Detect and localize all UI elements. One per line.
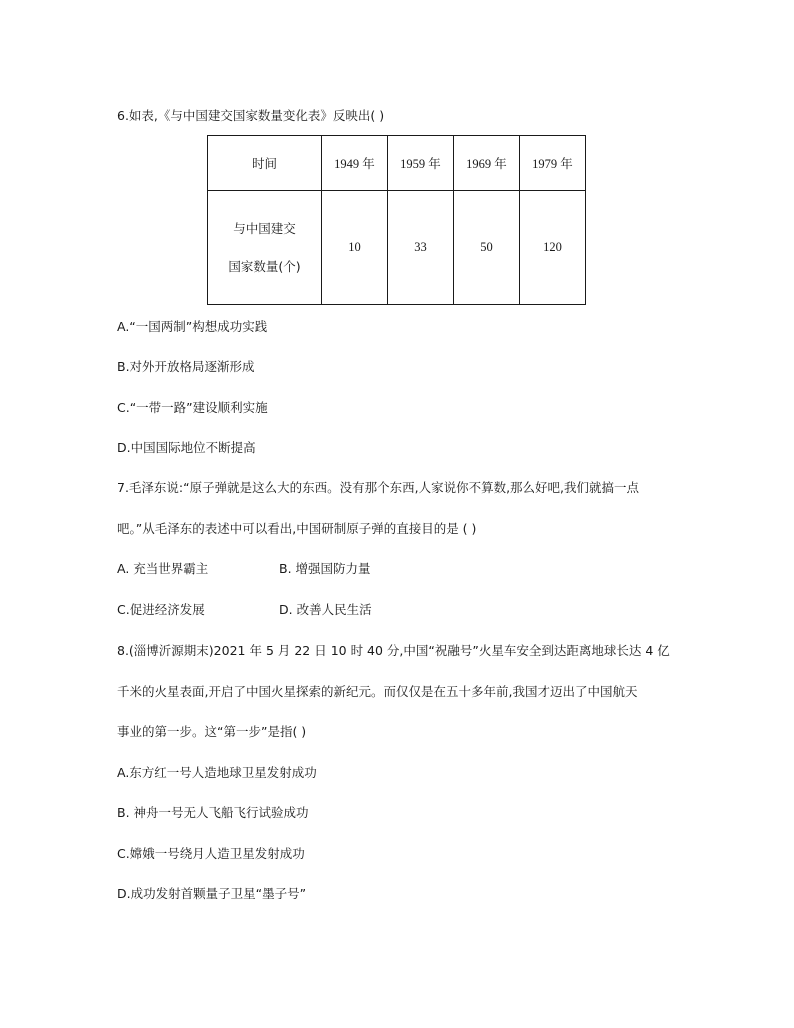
q6-option-d: D.中国国际地位不断提高 <box>117 440 256 455</box>
table-value-1979: 120 <box>520 191 586 305</box>
table-row-label <box>208 191 322 305</box>
table-row-label-line1: 与中国建交 <box>233 220 296 236</box>
q7-option-c: C.促进经济发展 <box>117 602 205 617</box>
table-header-row <box>208 136 586 191</box>
q8-option-b: B. 神舟一号无人飞船飞行试验成功 <box>117 805 309 820</box>
table-value-1949: 10 <box>322 191 388 305</box>
table-value-1959: 33 <box>388 191 454 305</box>
table-value-1969: 50 <box>454 191 520 305</box>
q7-option-d: D. 改善人民生活 <box>279 602 372 617</box>
q8-option-a: A.东方红一号人造地球卫星发射成功 <box>117 765 317 780</box>
table-header-label: 时间 <box>208 136 322 191</box>
q7-option-b: B. 增强国防力量 <box>279 561 371 576</box>
q7-stem-line2: 吧。”从毛泽东的表述中可以看出,中国研制原子弹的直接目的是 ( ) <box>117 521 477 536</box>
table-year-1959: 1959 年 <box>388 136 454 191</box>
q6-data-table <box>207 135 586 305</box>
q7-option-a: A. 充当世界霸主 <box>117 561 209 576</box>
q7-stem-line1: 7.毛泽东说:“原子弹就是这么大的东西。没有那个东西,人家说你不算数,那么好吧,我们就搞一点 <box>117 480 640 495</box>
q6-stem: 6.如表,《与中国建交国家数量变化表》反映出( ) <box>117 108 385 123</box>
q6-option-b: B.对外开放格局逐渐形成 <box>117 359 255 374</box>
q8-stem-line1: 8.(淄博沂源期末)2021 年 5 月 22 日 10 时 40 分,中国“祝融号”火星车安全到达距离地球长达 4 亿 <box>117 643 670 658</box>
table-year-1969: 1969 年 <box>454 136 520 191</box>
table-row-label-line2: 国家数量(个) <box>228 258 301 274</box>
q8-stem-line3: 事业的第一步。这“第一步”是指( ) <box>117 724 307 739</box>
table-year-1979: 1979 年 <box>520 136 586 191</box>
table-data-row <box>208 191 586 305</box>
q8-stem-line2: 千米的火星表面,开启了中国火星探索的新纪元。而仅仅是在五十多年前,我国才迈出了中国航天 <box>117 684 638 699</box>
q6-option-a: A.“一国两制”构想成功实践 <box>117 319 268 334</box>
q8-option-c: C.嫦娥一号绕月人造卫星发射成功 <box>117 846 305 861</box>
table-year-1949: 1949 年 <box>322 136 388 191</box>
q8-option-d: D.成功发射首颗量子卫星“墨子号” <box>117 886 307 901</box>
q6-option-c: C.“一带一路”建设顺利实施 <box>117 400 268 415</box>
